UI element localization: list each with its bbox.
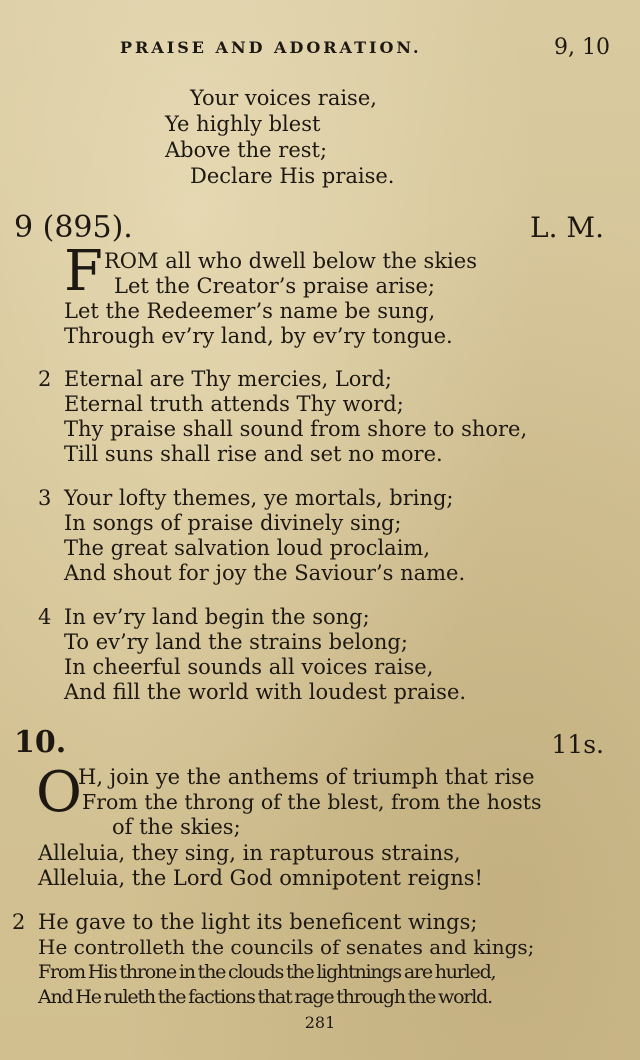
section-title: PRAISE AND ADORATION.: [120, 37, 422, 57]
verse-line: Let the Creator’s praise arise;: [114, 274, 436, 298]
verse-line: The great salvation loud proclaim,: [64, 536, 431, 560]
verse-line: In cheerful sounds all voices raise,: [64, 655, 434, 679]
verse-line: Eternal truth attends Thy word;: [64, 392, 404, 416]
hymn-number: 10.: [14, 725, 67, 760]
verse-line: Let the Redeemer’s name be sung,: [64, 299, 436, 323]
verse-line: And He ruleth the factions that rage through the world.: [38, 986, 492, 1008]
stanza-number: 2: [12, 910, 26, 934]
verse-line: Your voices raise,: [190, 86, 377, 110]
verse-line: And shout for joy the Saviour’s name.: [64, 561, 466, 585]
verse-line: Ye highly blest: [165, 112, 321, 136]
verse-line: And fill the world with loudest praise.: [64, 680, 467, 704]
verse-line: H, join ye the anthems of triumph that rise: [78, 765, 535, 789]
verse-line: of the skies;: [112, 815, 241, 839]
running-header: [120, 35, 610, 59]
verse-line: Through ev’ry land, by ev’ry tongue.: [64, 324, 453, 348]
verse-line: ROM all who dwell below the skies: [104, 249, 477, 273]
verse-line: In songs of praise divinely sing;: [64, 511, 402, 535]
verse-line: Thy praise shall sound from shore to shore,: [64, 417, 528, 441]
verse-line: Above the rest;: [165, 138, 328, 162]
verse-line: He controlleth the councils of senates and kings;: [38, 935, 535, 959]
verse-line: Alleluia, they sing, in rapturous strains,: [38, 841, 461, 865]
verse-line: Eternal are Thy mercies, Lord;: [64, 367, 392, 391]
verse-line: In ev’ry land begin the song;: [64, 605, 370, 629]
verse-line: Alleluia, the Lord God omnipotent reigns!: [38, 866, 483, 890]
verse-line: From His throne in the clouds the lightnings are hurled,: [38, 961, 496, 983]
hymn-number: 9 (895).: [14, 210, 133, 245]
stanza-number: 3: [38, 486, 52, 510]
verse-line: Your lofty themes, ye mortals, bring;: [64, 486, 454, 510]
hymn-meter: L. M.: [530, 211, 604, 244]
verse-line: Declare His praise.: [190, 164, 395, 188]
verse-line: From the throng of the blest, from the hosts: [82, 790, 542, 814]
stanza-number: 2: [38, 367, 52, 391]
hymn-numbers: 9, 10: [554, 34, 610, 60]
verse-line: Till suns shall rise and set no more.: [64, 442, 443, 466]
stanza-number: 4: [38, 605, 52, 629]
drop-cap: O: [36, 760, 82, 825]
drop-cap: F: [64, 239, 103, 304]
verse-line: He gave to the light its beneficent wings;: [38, 910, 478, 934]
verse-line: To ev’ry land the strains belong;: [64, 630, 408, 654]
hymn-meter: 11s.: [551, 730, 604, 759]
page-number: 281: [304, 1013, 336, 1032]
